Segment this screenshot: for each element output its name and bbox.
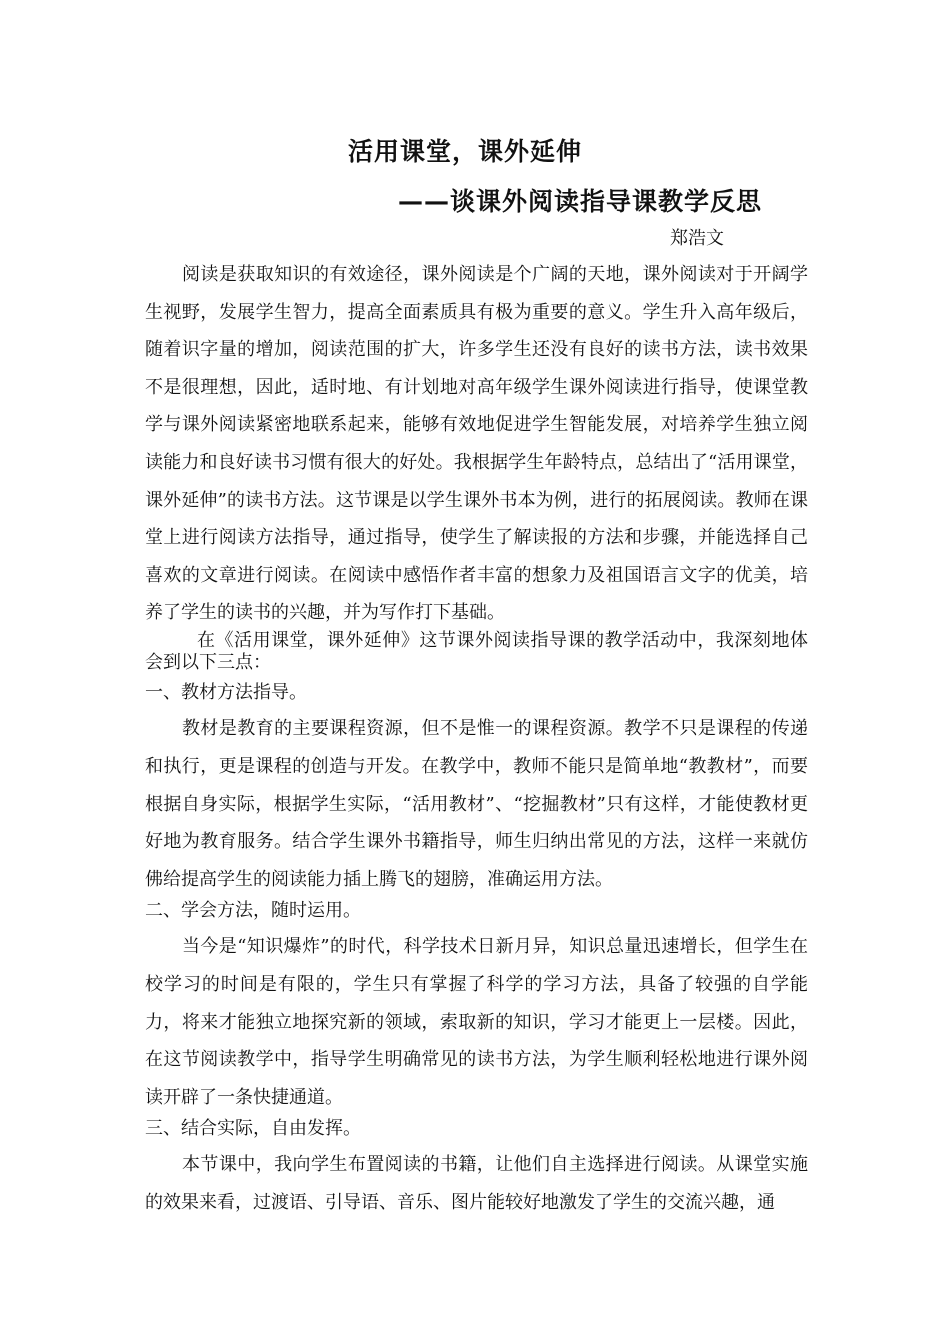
document-subtitle: ——谈课外阅读指导课教学反思: [398, 187, 763, 216]
section-heading-3: 三、结合实际，自由发挥。: [145, 1118, 361, 1139]
author-name: 郑浩文: [670, 228, 724, 249]
paragraph-intro: 阅读是获取知识的有效途径，课外阅读是个广阔的天地，课外阅读对于开阔学生视野，发展学生智力，提高全面素质具有极为重要的意义。学生升入高年级后，随着识字量的增加，阅读范围的扩大，许多学生还没有良好的读书方法，读书效果不是很理想，因此，适时地、有计划地对高年级学生课外阅读进行指导，使课堂教学与课外阅读紧密地联系起来，能够有效地促进学生智能发展，对培养学生独立阅读能力和良好读书习惯有很大的好处。我根据学生年龄特点，总结出了“活用课堂，课外延伸”的读书方法。这节课是以学生课外书本为例，进行的拓展阅读。教师在课堂上进行阅读方法指导，通过指导，使学生了解读报的方法和步骤，并能选择自己喜欢的文章进行阅读。在阅读中感悟作者丰富的想象力及祖国语言文字的优美，培养了学生的读书的兴趣，并为写作打下基础。: [145, 264, 808, 624]
section-3-paragraph: 本节课中，我向学生布置阅读的书籍，让他们自主选择进行阅读。从课堂实施的效果来看，过渡语、引导语、音乐、图片能较好地激发了学生的交流兴趣，通: [145, 1154, 808, 1213]
document-title: 活用课堂，课外延伸: [348, 137, 583, 166]
paragraph-summary: 在《活用课堂，课外延伸》这节课外阅读指导课的教学活动中，我深刻地体会到以下三点：: [145, 630, 808, 673]
section-heading-1: 一、教材方法指导。: [145, 682, 307, 703]
section-heading-2: 二、学会方法，随时运用。: [145, 900, 361, 921]
section-2-paragraph: 当今是“知识爆炸”的时代，科学技术日新月异，知识总量迅速增长，但学生在校学习的时间是有限的，学生只有掌握了科学的学习方法，具备了较强的自学能力，将来才能独立地探究新的领域，索取新的知识，学习才能更上一层楼。因此，在这节阅读教学中，指导学生明确常见的读书方法，为学生顺利轻松地进行课外阅读开辟了一条快捷通道。: [145, 936, 808, 1109]
section-1-paragraph: 教材是教育的主要课程资源，但不是惟一的课程资源。教学不只是课程的传递和执行，更是课程的创造与开发。在教学中，教师不能只是简单地“教教材”，而要根据自身实际，根据学生实际，“活用教材”、“挖掘教材”只有这样，才能使教材更好地为教育服务。结合学生课外书籍指导，师生归纳出常见的方法，这样一来就仿佛给提高学生的阅读能力插上腾飞的翅膀，准确运用方法。: [145, 718, 808, 891]
